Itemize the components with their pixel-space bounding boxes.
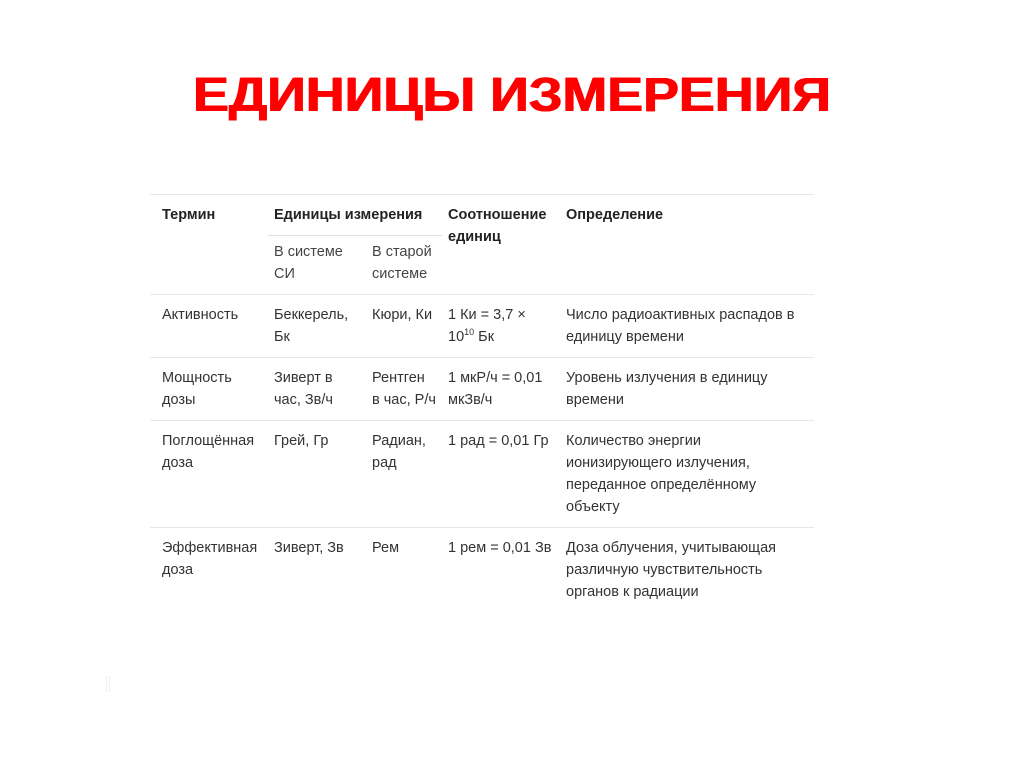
cell-si-unit: Беккерель, Бк xyxy=(268,295,366,358)
header-definition: Определение xyxy=(560,195,814,295)
cell-definition: Доза облучения, учитывающая различную чувствительность органов к радиации xyxy=(560,528,814,613)
cell-term: Эффективная доза xyxy=(150,528,268,613)
cell-definition: Количество энергии ионизирующего излучения, переданное определённому объекту xyxy=(560,421,814,528)
slide-title: ЕДИНИЦЫ ИЗМЕРЕНИЯ xyxy=(193,69,831,122)
header-units: Единицы измерения xyxy=(268,195,442,236)
cell-old-unit: Рентген в час, Р/ч xyxy=(366,358,442,421)
cell-old-unit: Радиан, рад xyxy=(366,421,442,528)
units-table-container xyxy=(150,194,814,612)
cell-term: Активность xyxy=(150,295,268,358)
cell-definition: Число радиоактивных распадов в единицу времени xyxy=(560,295,814,358)
cell-si-unit: Грей, Гр xyxy=(268,421,366,528)
header-units-si: В системе СИ xyxy=(274,244,343,282)
ratio-text: 1 Ки = 3,7 × 10 xyxy=(448,307,526,345)
cell-old-unit: Рем xyxy=(366,528,442,613)
header-ratio: Соотношение единиц xyxy=(442,195,560,295)
cell-old-unit: Кюри, Ки xyxy=(366,295,442,358)
cell-ratio: 1 рем = 0,01 Зв xyxy=(442,528,560,613)
cell-ratio xyxy=(442,295,560,358)
header-units-old: В старой системе xyxy=(372,244,432,282)
table-row xyxy=(150,358,814,421)
faint-cursor-mark xyxy=(106,676,110,692)
cell-ratio: 1 мкР/ч = 0,01 мкЗв/ч xyxy=(442,358,560,421)
table-row xyxy=(150,528,814,613)
cell-term: Мощность дозы xyxy=(150,358,268,421)
cell-ratio: 1 рад = 0,01 Гр xyxy=(442,421,560,528)
cell-si-unit: Зиверт в час, Зв/ч xyxy=(268,358,366,421)
header-term: Термин xyxy=(150,195,268,295)
cell-si-unit: Зиверт, Зв xyxy=(268,528,366,613)
ratio-exponent: 10 xyxy=(464,327,475,337)
cell-definition: Уровень излучения в единицу времени xyxy=(560,358,814,421)
cell-term: Поглощённая доза xyxy=(150,421,268,528)
units-table xyxy=(150,194,814,612)
ratio-unit: Бк xyxy=(474,329,495,345)
table-row xyxy=(150,421,814,528)
table-row xyxy=(150,295,814,358)
